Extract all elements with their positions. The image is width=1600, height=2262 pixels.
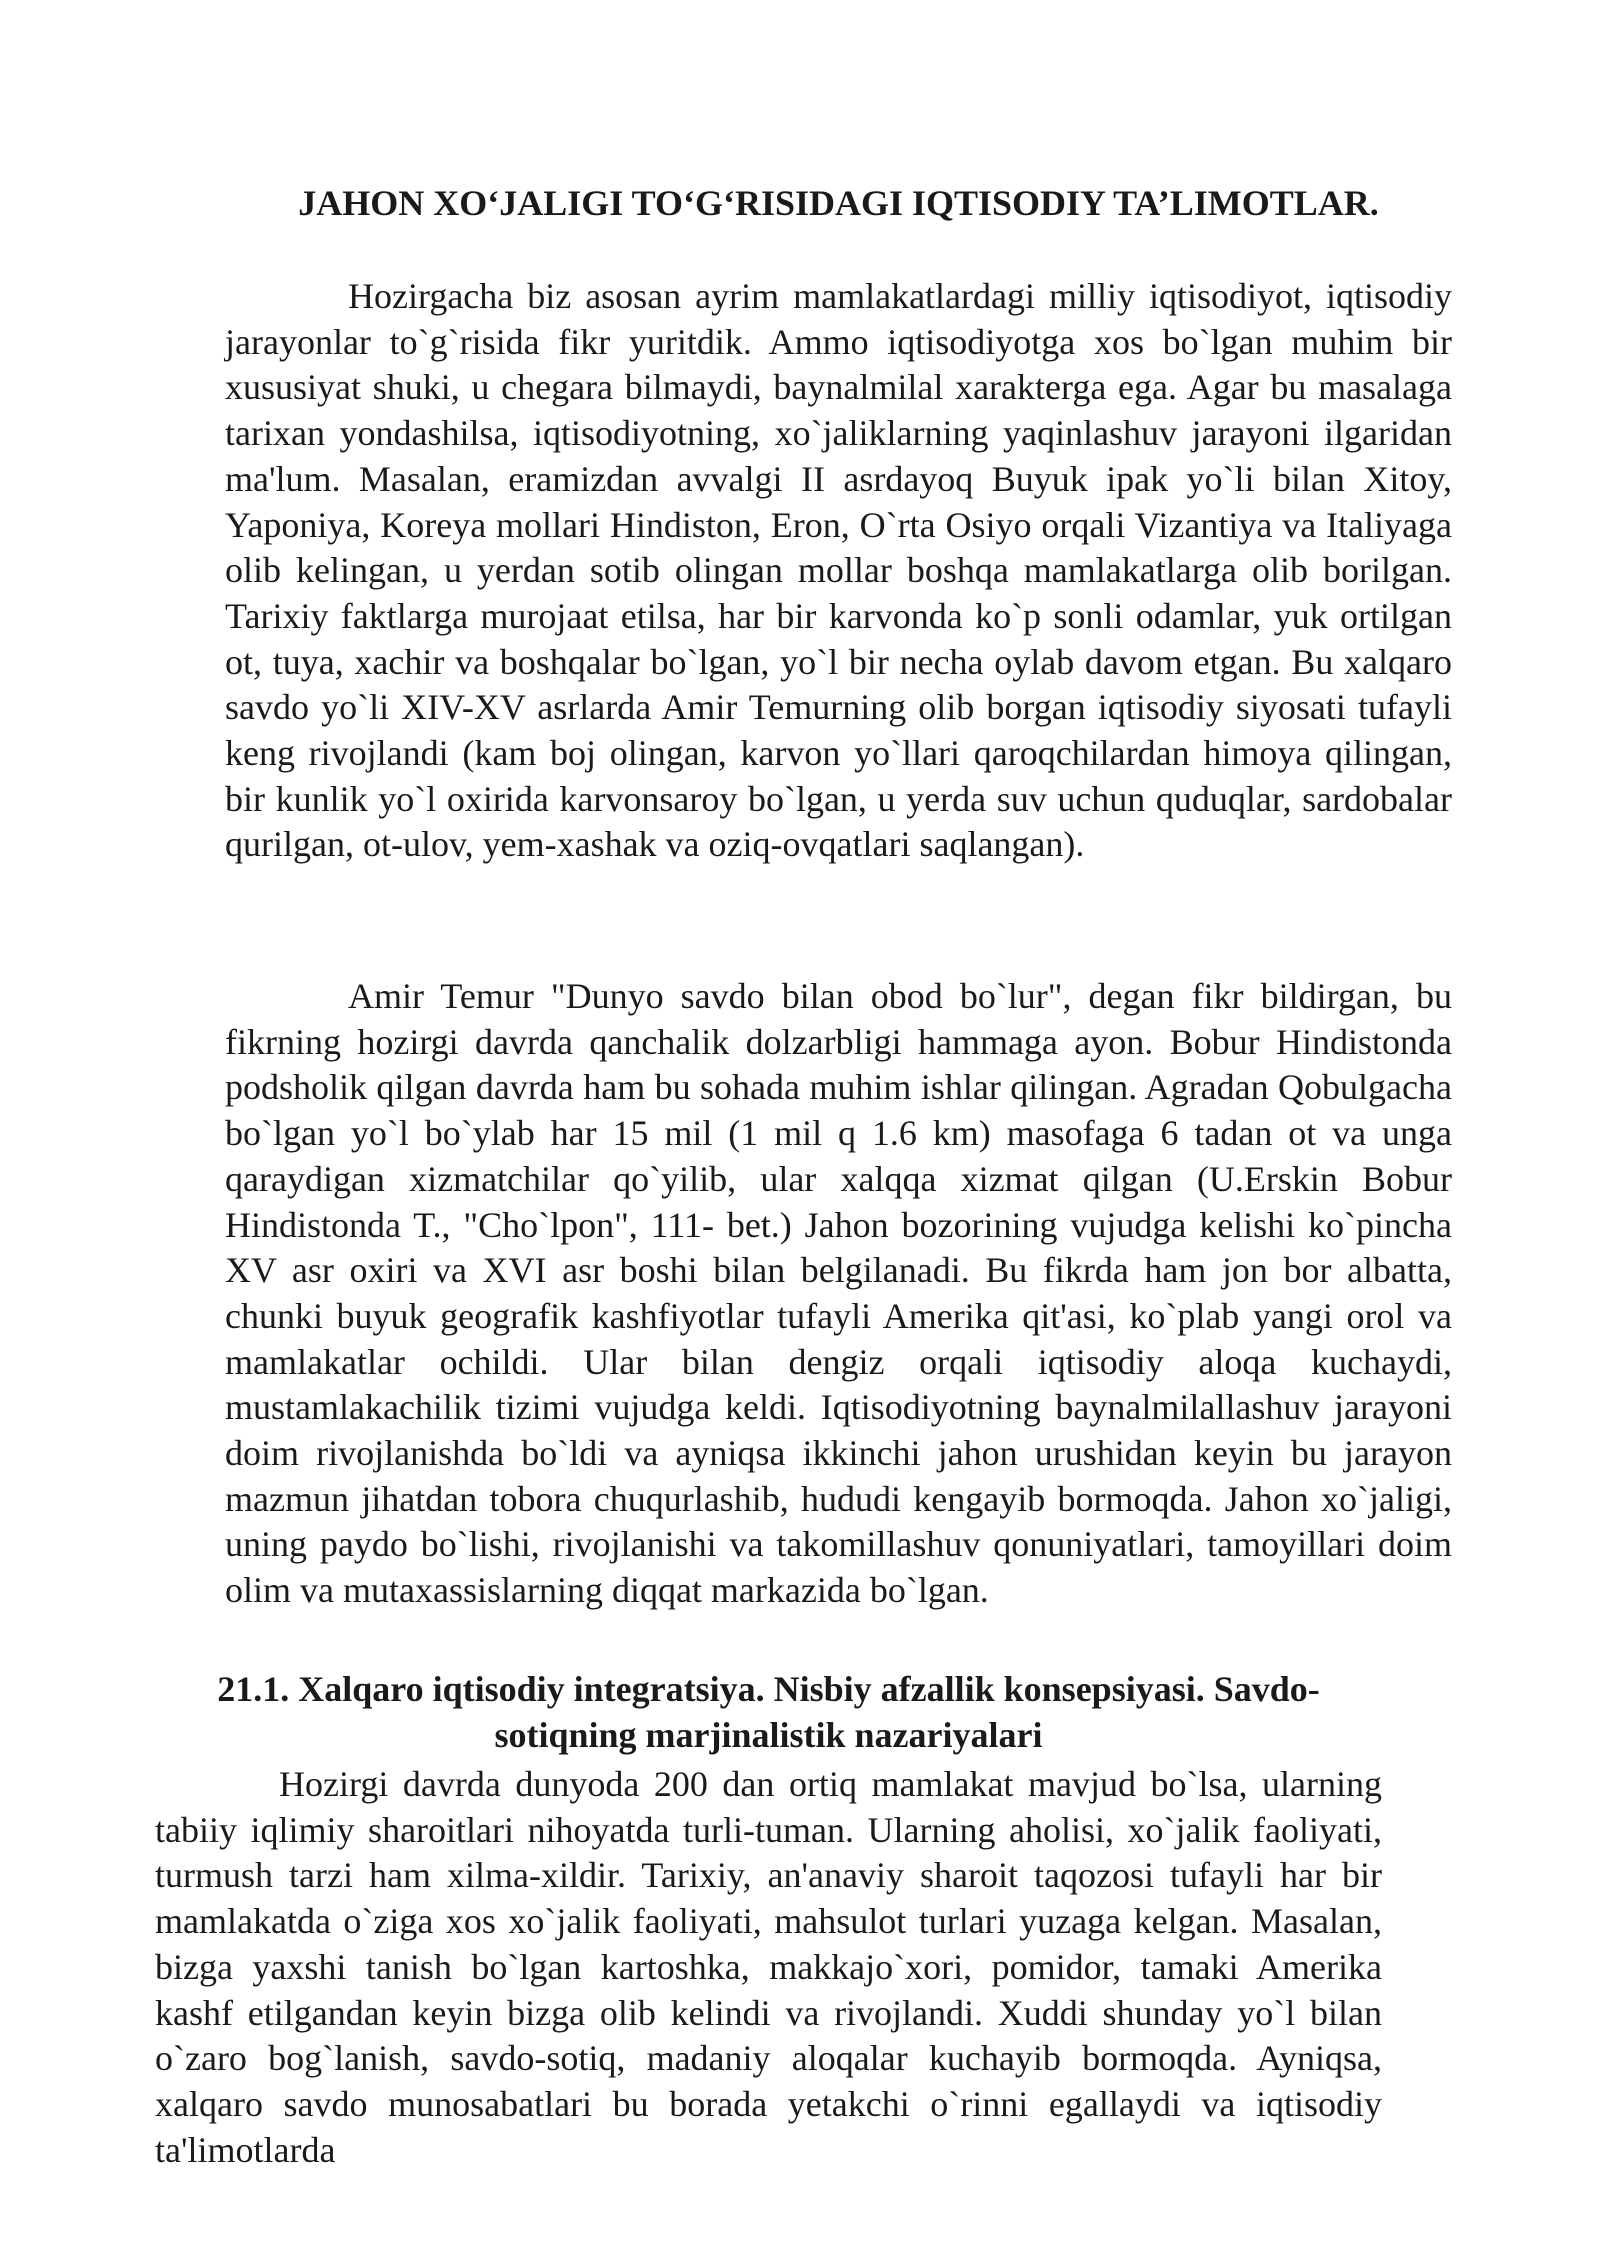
section-paragraph: Hozirgi davrda dunyoda 200 dan ortiq mamlakat mavjud bo`lsa, ularning tabiiy iqlimiy sharoitlari nihoyatda turli-tuman. Ularning aholisi, xo`jalik faoliyati, turmush tarzi ham xilma-xildir. Tarixiy, an'anaviy sharoit taqozosi tufayli har bir mamlakatda o`ziga xos xo`jalik faoliyati, mahsulot turlari yuzaga kelgan. Masalan, bizga yaxshi tanish bo`lgan kartoshka, makkajo`xori, pomidor, tamaki Amerika kashf etilgandan keyin bizga olib kelindi va rivojlandi. Xuddi shunday yo`l bilan o`zaro bog`lanish, savdo-sotiq, madaniy aloqalar kuchayib bormoqda. Ayniqsa, xalqaro savdo munosabatlari bu borada yetakchi o`rinni egallaydi va iqtisodiy ta'limotlarda (155, 1764, 1382, 2170)
section-heading: 21.1. Xalqaro iqtisodiy integratsiya. Nisbiy afzallik konsepsiyasi. Savdo-sotiqning marjinalistik nazariyalari (217, 1669, 1320, 1755)
paragraph-2: Amir Temur "Dunyo savdo bilan obod bo`lur", degan fikr bildirgan, bu fikrning hozirgi davrda qanchalik dolzarbligi hammaga ayon. Bobur Hindistonda podsholik qilgan davrda ham bu sohada muhim ishlar qilingan. Agradan Qobulgacha bo`lgan yo`l bo`ylab har 15 mil (1 mil q 1.6 km) masofaga 6 tadan ot va unga qaraydigan xizmatchilar qo`yilib, ular xalqqa xizmat qilgan (U.Erskin Bobur Hindistonda T., "Cho`lpon", 111- bet.) Jahon bozorining vujudga kelishi ko`pincha XV asr oxiri va XVI asr boshi bilan belgilanadi. Bu fikrda ham jon bor albatta, chunki buyuk geografik kashfiyotlar tufayli Amerika qit'asi, ko`plab yangi orol va mamlakatlar ochildi. Ular bilan dengiz orqali iqtisodiy aloqa kuchaydi, mustamlakachilik tizimi vujudga keldi. Iqtisodiyotning baynalmilallashuv jarayoni doim rivojlanishda bo`ldi va ayniqsa ikkinchi jahon urushidan keyin bu jarayon mazmun jihatdan tobora chuqurlashib, hududi kengayib bormoqda. Jahon xo`jaligi, uning paydo bo`lishi, rivojlanishi va takomillashuv qonuniyatlari, tamoyillari doim olim va mutaxassislarning diqqat markazida bo`lgan. (225, 976, 1452, 1611)
page-title: JAHON XO‘JALIGI TO‘G‘RISIDAGI IQTISODIY TA’LIMOTLAR. (298, 183, 1379, 223)
paragraph-1: Hozirgacha biz asosan ayrim mamlakatlardagi milliy iqtisodiyot, iqtisodiy jarayonlar to`g`risida fikr yuritdik. Ammo iqtisodiyotga xos bo`lgan muhim bir xususiyat shuki, u chegara bilmaydi, baynalmilal xarakterga ega. Agar bu masalaga tarixan yondashilsa, iqtisodiyotning, xo`jaliklarning yaqinlashuv jarayoni ilgaridan ma'lum. Masalan, eramizdan avvalgi II asrdayoq Buyuk ipak yo`li bilan Xitoy, Yaponiya, Koreya mollari Hindiston, Eron, O`rta Osiyo orqali Vizantiya va Italiyaga olib kelingan, u yerdan sotib olingan mollar boshqa mamlakatlarga olib borilgan. Tarixiy faktlarga murojaat etilsa, har bir karvonda ko`p sonli odamlar, yuk ortilgan ot, tuya, xachir va boshqalar bo`lgan, yo`l bir necha oylab davom etgan. Bu xalqaro savdo yo`li XIV-XV asrlarda Amir Temurning olib borgan iqtisodiy siyosati tufayli keng rivojlandi (kam boj olingan, karvon yo`llari qaroqchilardan himoya qilingan, bir kunlik yo`l oxirida karvonsaroy bo`lgan, u yerda suv uchun quduqlar, sardobalar qurilgan, ot-ulov, yem-xashak va oziq-ovqatlari saqlangan). (225, 276, 1452, 865)
